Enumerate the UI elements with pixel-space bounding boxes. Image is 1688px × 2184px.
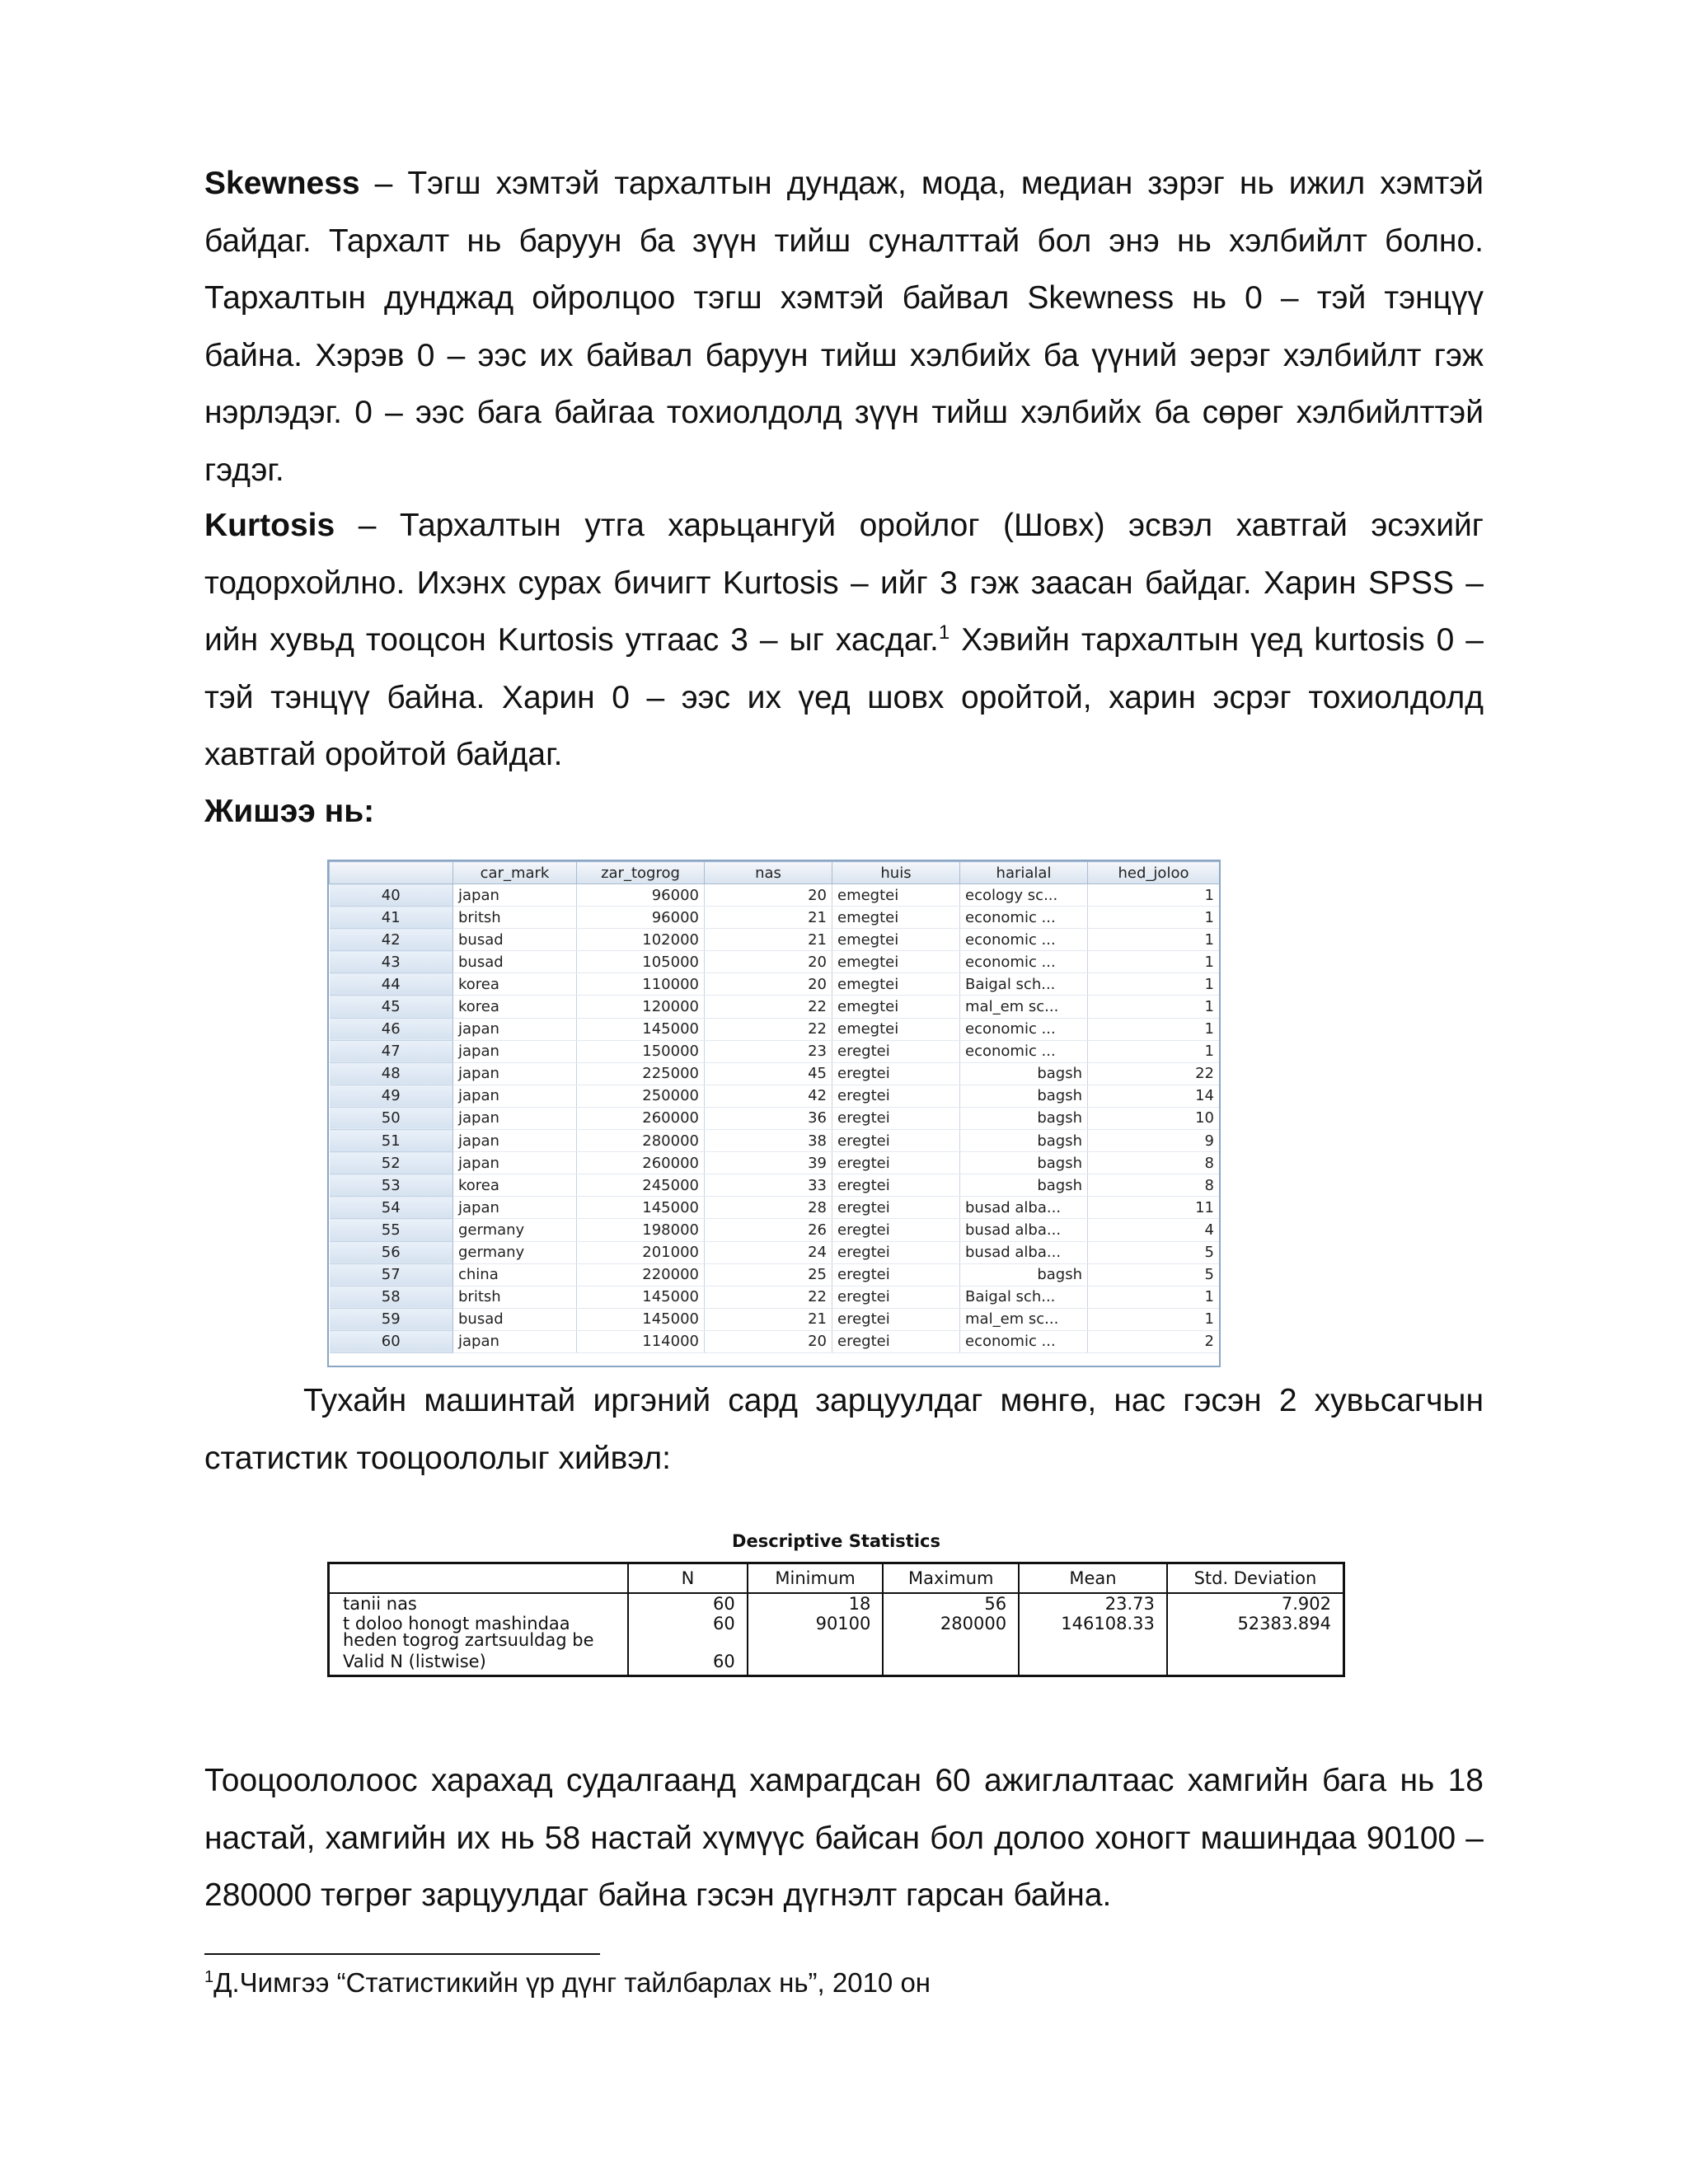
data-cell[interactable]: bagsh — [960, 1062, 1088, 1085]
data-cell[interactable]: japan — [453, 1107, 577, 1129]
table-row — [330, 1062, 1220, 1085]
table-row — [330, 1107, 1220, 1129]
data-cell[interactable]: mal_em sc... — [960, 1308, 1088, 1330]
stat-cell: 90100 — [748, 1614, 884, 1650]
data-cell[interactable]: 1 — [1088, 1308, 1220, 1330]
data-cell[interactable]: 2 — [1088, 1330, 1220, 1352]
data-cell[interactable]: 22 — [705, 1286, 832, 1308]
stat-cell: 7.902 — [1167, 1593, 1344, 1614]
data-cell[interactable]: 22 — [1088, 1062, 1220, 1085]
data-cell[interactable]: 38 — [705, 1130, 832, 1152]
data-cell[interactable]: japan — [453, 1330, 577, 1352]
row-number-cell[interactable]: 50 — [330, 1107, 453, 1129]
data-cell[interactable]: bagsh — [960, 1263, 1088, 1286]
data-cell[interactable]: 45 — [705, 1062, 832, 1085]
stat-cell: 60 — [628, 1650, 747, 1676]
stub-header — [329, 1563, 629, 1594]
stat-cell: 56 — [883, 1593, 1019, 1614]
row-number-cell[interactable]: 45 — [330, 996, 453, 1018]
data-cell[interactable]: eregtei — [832, 1330, 960, 1352]
table-row — [330, 884, 1220, 907]
table-row — [330, 1130, 1220, 1152]
stat-cell — [748, 1650, 884, 1676]
data-cell[interactable]: emegtei — [832, 884, 960, 907]
data-cell[interactable]: economic ... — [960, 1330, 1088, 1352]
data-cell[interactable]: 145000 — [577, 1308, 705, 1330]
column-header-huis[interactable]: huis — [832, 862, 960, 884]
data-cell[interactable]: emegtei — [832, 929, 960, 951]
data-cell[interactable]: 1 — [1088, 907, 1220, 929]
kurtosis-text-2: Хэвийн тархалтын үед kurtosis 0 – тэй тэнцүү байна. Харин 0 – ээс их үед шовх оройтой, харин эсрэг тохиолдолд хавтгай оройтой байдаг. — [204, 622, 1484, 772]
descriptive-header-row — [329, 1563, 1344, 1594]
data-cell[interactable]: 20 — [705, 973, 832, 996]
descriptive-statistics-title: Descriptive Statistics — [732, 1531, 940, 1551]
data-cell[interactable]: 23 — [705, 1040, 832, 1062]
column-header-n: N — [628, 1563, 747, 1594]
column-header-mean: Mean — [1019, 1563, 1167, 1594]
data-cell[interactable]: 102000 — [577, 929, 705, 951]
data-cell[interactable]: britsh — [453, 907, 577, 929]
data-cell[interactable]: eregtei — [832, 1062, 960, 1085]
data-cell[interactable]: mal_em sc... — [960, 996, 1088, 1018]
table-row — [330, 1263, 1220, 1286]
data-cell[interactable]: eregtei — [832, 1197, 960, 1219]
data-cell[interactable]: 20 — [705, 1330, 832, 1352]
data-cell[interactable]: 24 — [705, 1241, 832, 1263]
row-number-cell[interactable]: 58 — [330, 1286, 453, 1308]
data-cell[interactable]: 5 — [1088, 1263, 1220, 1286]
row-number-header[interactable] — [330, 862, 453, 884]
data-cell[interactable]: 105000 — [577, 951, 705, 973]
data-cell[interactable]: busad alba... — [960, 1197, 1088, 1219]
data-cell[interactable]: 120000 — [577, 996, 705, 1018]
data-cell[interactable]: 150000 — [577, 1040, 705, 1062]
data-cell[interactable]: eregtei — [832, 1040, 960, 1062]
data-cell[interactable]: bagsh — [960, 1174, 1088, 1197]
data-cell[interactable]: 21 — [705, 929, 832, 951]
row-number-cell[interactable]: 47 — [330, 1040, 453, 1062]
data-cell[interactable]: 96000 — [577, 907, 705, 929]
data-cell[interactable]: eregtei — [832, 1130, 960, 1152]
row-number-cell[interactable]: 59 — [330, 1308, 453, 1330]
data-cell[interactable]: 1 — [1088, 929, 1220, 951]
data-cell[interactable]: busad alba... — [960, 1241, 1088, 1263]
data-cell[interactable]: Baigal sch... — [960, 1286, 1088, 1308]
data-cell[interactable]: japan — [453, 1040, 577, 1062]
data-cell[interactable]: 1 — [1088, 884, 1220, 907]
skewness-text: – Тэгш хэмтэй тархалтын дундаж, мода, медиан зэрэг нь ижил хэмтэй байдаг. Тархалт нь баруун ба зүүн тийш суналттай бол энэ нь хэлбийлт болно. Тархалтын дунджад ойролцоо тэгш хэмтэй байвал Skewness нь 0 – тэй тэнцүү байна. Хэрэв 0 – ээс их байвал баруун тийш хэлбийх ба үүний эерэг хэлбийлт гэж нэрлэдэг. 0 – ээс бага байгаа тохиолдолд зүүн тийш хэлбийх ба сөрөг хэлбийлттэй гэдэг. — [204, 166, 1484, 488]
row-number-cell[interactable]: 57 — [330, 1263, 453, 1286]
data-cell[interactable]: emegtei — [832, 996, 960, 1018]
table-row — [330, 996, 1220, 1018]
data-cell[interactable]: bagsh — [960, 1107, 1088, 1129]
footnote — [204, 1967, 931, 1999]
row-number-cell[interactable]: 41 — [330, 907, 453, 929]
table-row — [330, 907, 1220, 929]
data-cell[interactable]: 14 — [1088, 1085, 1220, 1107]
data-cell[interactable]: 1 — [1088, 1018, 1220, 1040]
data-cell[interactable]: emegtei — [832, 907, 960, 929]
data-cell[interactable]: emegtei — [832, 973, 960, 996]
data-cell[interactable]: 1 — [1088, 1286, 1220, 1308]
data-cell[interactable]: 1 — [1088, 996, 1220, 1018]
data-cell[interactable]: busad — [453, 1308, 577, 1330]
data-cell[interactable]: 250000 — [577, 1085, 705, 1107]
data-cell[interactable]: busad alba... — [960, 1219, 1088, 1241]
data-cell[interactable]: 11 — [1088, 1197, 1220, 1219]
column-header-nas[interactable]: nas — [705, 862, 832, 884]
data-cell[interactable]: 22 — [705, 1018, 832, 1040]
data-cell[interactable]: eregtei — [832, 1152, 960, 1174]
row-label: t doloo honogt mashindaa heden togrog zartsuuldag be — [329, 1614, 629, 1650]
table-row — [330, 1018, 1220, 1040]
data-cell[interactable]: 25 — [705, 1263, 832, 1286]
data-cell[interactable]: eregtei — [832, 1219, 960, 1241]
data-cell[interactable]: eregtei — [832, 1174, 960, 1197]
stat-cell — [883, 1650, 1019, 1676]
data-cell[interactable]: eregtei — [832, 1107, 960, 1129]
row-number-cell[interactable]: 44 — [330, 973, 453, 996]
data-cell[interactable]: 280000 — [577, 1130, 705, 1152]
data-cell[interactable]: china — [453, 1263, 577, 1286]
stat-cell: 280000 — [883, 1614, 1019, 1650]
data-cell[interactable]: 260000 — [577, 1107, 705, 1129]
data-cell[interactable]: economic ... — [960, 951, 1088, 973]
data-cell[interactable]: 28 — [705, 1197, 832, 1219]
data-cell[interactable]: 1 — [1088, 973, 1220, 996]
data-cell[interactable]: 260000 — [577, 1152, 705, 1174]
stat-cell: 23.73 — [1019, 1593, 1167, 1614]
footnote-text: Д.Чимгээ “Статистикийн үр дүнг тайлбарлах нь”, 2010 он — [213, 1967, 931, 1998]
row-number-cell[interactable]: 43 — [330, 951, 453, 973]
column-header-zar-togrog[interactable]: zar_togrog — [577, 862, 705, 884]
data-cell[interactable]: 26 — [705, 1219, 832, 1241]
table-row — [330, 1219, 1220, 1241]
data-cell[interactable]: 10 — [1088, 1107, 1220, 1129]
data-cell[interactable]: eregtei — [832, 1085, 960, 1107]
data-cell[interactable]: britsh — [453, 1286, 577, 1308]
stat-cell: 146108.33 — [1019, 1614, 1167, 1650]
data-cell[interactable]: 8 — [1088, 1152, 1220, 1174]
data-cell[interactable]: economic ... — [960, 1018, 1088, 1040]
data-cell[interactable]: ecology sc... — [960, 884, 1088, 907]
data-cell[interactable]: 145000 — [577, 1197, 705, 1219]
data-cell[interactable]: 114000 — [577, 1330, 705, 1352]
data-cell[interactable]: 22 — [705, 996, 832, 1018]
data-cell[interactable]: korea — [453, 996, 577, 1018]
column-header-minimum: Minimum — [748, 1563, 884, 1594]
data-cell[interactable]: economic ... — [960, 1040, 1088, 1062]
stat-cell — [1167, 1650, 1344, 1676]
data-cell[interactable]: 96000 — [577, 884, 705, 907]
data-cell[interactable]: 201000 — [577, 1241, 705, 1263]
row-number-cell[interactable]: 52 — [330, 1152, 453, 1174]
skewness-paragraph — [204, 155, 1484, 499]
stat-cell: 18 — [748, 1593, 884, 1614]
data-cell[interactable]: 145000 — [577, 1286, 705, 1308]
data-cell[interactable]: eregtei — [832, 1308, 960, 1330]
row-number-cell[interactable]: 40 — [330, 884, 453, 907]
data-cell[interactable]: 36 — [705, 1107, 832, 1129]
data-cell[interactable]: japan — [453, 1085, 577, 1107]
table-row — [330, 1085, 1220, 1107]
data-cell[interactable]: Baigal sch... — [960, 973, 1088, 996]
data-cell[interactable]: japan — [453, 1152, 577, 1174]
row-number-cell[interactable]: 51 — [330, 1130, 453, 1152]
table-row — [329, 1593, 1344, 1614]
table-row — [330, 1197, 1220, 1219]
row-number-cell[interactable]: 42 — [330, 929, 453, 951]
row-number-cell[interactable]: 49 — [330, 1085, 453, 1107]
column-header-harialal[interactable]: harialal — [960, 862, 1088, 884]
table-row — [330, 1286, 1220, 1308]
example-heading: Жишээ нь: — [204, 794, 375, 829]
column-header-hed-joloo[interactable]: hed_joloo — [1088, 862, 1220, 884]
data-cell[interactable]: japan — [453, 1197, 577, 1219]
spss-header-row — [330, 862, 1220, 884]
column-header-maximum: Maximum — [883, 1563, 1019, 1594]
data-cell[interactable]: 220000 — [577, 1263, 705, 1286]
data-cell[interactable]: busad — [453, 951, 577, 973]
data-cell[interactable]: 4 — [1088, 1219, 1220, 1241]
table-row — [330, 1241, 1220, 1263]
footnote-divider — [204, 1953, 600, 1955]
conclusion-paragraph: Тооцоололоос харахад судалгаанд хамрагдсан 60 ажиглалтаас хамгийн бага нь 18 настай, хамгийн их нь 58 настай хүмүүс байсан бол долоо хоногт машиндаа 90100 – 280000 төгрөг зарцуулдаг байна гэсэн дүгнэлт гарсан байна. — [204, 1763, 1484, 1913]
table-row — [330, 951, 1220, 973]
footnote-reference[interactable]: 1 — [938, 621, 950, 644]
data-cell[interactable]: 5 — [1088, 1241, 1220, 1263]
row-label: Valid N (listwise) — [329, 1650, 629, 1676]
data-cell[interactable]: bagsh — [960, 1152, 1088, 1174]
data-cell[interactable]: 21 — [705, 907, 832, 929]
data-cell[interactable]: 20 — [705, 884, 832, 907]
data-cell[interactable]: busad — [453, 929, 577, 951]
spss-data-table — [329, 861, 1220, 1353]
spss-data-view — [327, 860, 1221, 1367]
data-cell[interactable]: 1 — [1088, 951, 1220, 973]
kurtosis-text-1: – Тархалтын утга харьцангуй оройлог (Шовх) эсвэл хавтгай эсэхийг тодорхойлно. Ихэнх сурах бичигт Kurtosis – ийг 3 гэж заасан байдаг. Харин SPSS – ийн хувьд тооцсон Kurtosis утгаас 3 – ыг хасдаг. — [204, 508, 1484, 658]
row-label: tanii nas — [329, 1593, 629, 1614]
data-cell[interactable]: bagsh — [960, 1130, 1088, 1152]
row-number-cell[interactable]: 56 — [330, 1241, 453, 1263]
table-row — [329, 1650, 1344, 1676]
descriptive-statistics-table — [327, 1562, 1345, 1677]
data-cell[interactable]: 198000 — [577, 1219, 705, 1241]
stat-cell: 60 — [628, 1593, 747, 1614]
row-number-cell[interactable]: 46 — [330, 1018, 453, 1040]
table-row — [329, 1614, 1344, 1650]
data-cell[interactable]: economic ... — [960, 929, 1088, 951]
table-row — [330, 1308, 1220, 1330]
table-row — [330, 1040, 1220, 1062]
data-cell[interactable]: 145000 — [577, 1018, 705, 1040]
data-cell[interactable]: japan — [453, 1018, 577, 1040]
table-row — [330, 1152, 1220, 1174]
data-cell[interactable]: germany — [453, 1219, 577, 1241]
stat-cell — [1019, 1650, 1167, 1676]
data-cell[interactable]: japan — [453, 884, 577, 907]
data-cell[interactable]: 110000 — [577, 973, 705, 996]
table-row — [330, 1330, 1220, 1352]
data-cell[interactable]: 42 — [705, 1085, 832, 1107]
row-number-cell[interactable]: 48 — [330, 1062, 453, 1085]
data-cell[interactable]: japan — [453, 1130, 577, 1152]
data-cell[interactable]: 9 — [1088, 1130, 1220, 1152]
row-number-cell[interactable]: 60 — [330, 1330, 453, 1352]
data-cell[interactable]: korea — [453, 973, 577, 996]
data-cell[interactable]: 33 — [705, 1174, 832, 1197]
data-cell[interactable]: emegtei — [832, 1018, 960, 1040]
skewness-term: Skewness — [204, 166, 360, 201]
data-cell[interactable]: bagsh — [960, 1085, 1088, 1107]
data-cell[interactable]: 1 — [1088, 1040, 1220, 1062]
data-cell[interactable]: 8 — [1088, 1174, 1220, 1197]
row-number-cell[interactable]: 53 — [330, 1174, 453, 1197]
data-cell[interactable]: 21 — [705, 1308, 832, 1330]
given-paragraph: Тухайн машинтай иргэний сард зарцуулдаг мөнгө, нас гэсэн 2 хувьсагчын статистик тооцоололыг хийвэл: — [204, 1383, 1484, 1476]
spss-body — [330, 884, 1220, 1353]
column-header-std-deviation: Std. Deviation — [1167, 1563, 1344, 1594]
data-cell[interactable]: korea — [453, 1174, 577, 1197]
table-row — [330, 929, 1220, 951]
descriptive-body — [329, 1593, 1344, 1676]
row-number-cell[interactable]: 54 — [330, 1197, 453, 1219]
data-cell[interactable]: emegtei — [832, 951, 960, 973]
kurtosis-paragraph — [204, 497, 1484, 784]
stat-cell: 60 — [628, 1614, 747, 1650]
data-cell[interactable]: germany — [453, 1241, 577, 1263]
data-cell[interactable]: japan — [453, 1062, 577, 1085]
column-header-car-mark[interactable]: car_mark — [453, 862, 577, 884]
table-row — [330, 1174, 1220, 1197]
table-row — [330, 973, 1220, 996]
data-cell[interactable]: economic ... — [960, 907, 1088, 929]
data-cell[interactable]: 225000 — [577, 1062, 705, 1085]
data-cell[interactable]: eregtei — [832, 1286, 960, 1308]
data-cell[interactable]: 20 — [705, 951, 832, 973]
data-cell[interactable]: 245000 — [577, 1174, 705, 1197]
data-cell[interactable]: 39 — [705, 1152, 832, 1174]
kurtosis-term: Kurtosis — [204, 508, 335, 543]
row-number-cell[interactable]: 55 — [330, 1219, 453, 1241]
data-cell[interactable]: eregtei — [832, 1241, 960, 1263]
footnote-mark: 1 — [204, 1968, 214, 1986]
data-cell[interactable]: eregtei — [832, 1263, 960, 1286]
stat-cell: 52383.894 — [1167, 1614, 1344, 1650]
